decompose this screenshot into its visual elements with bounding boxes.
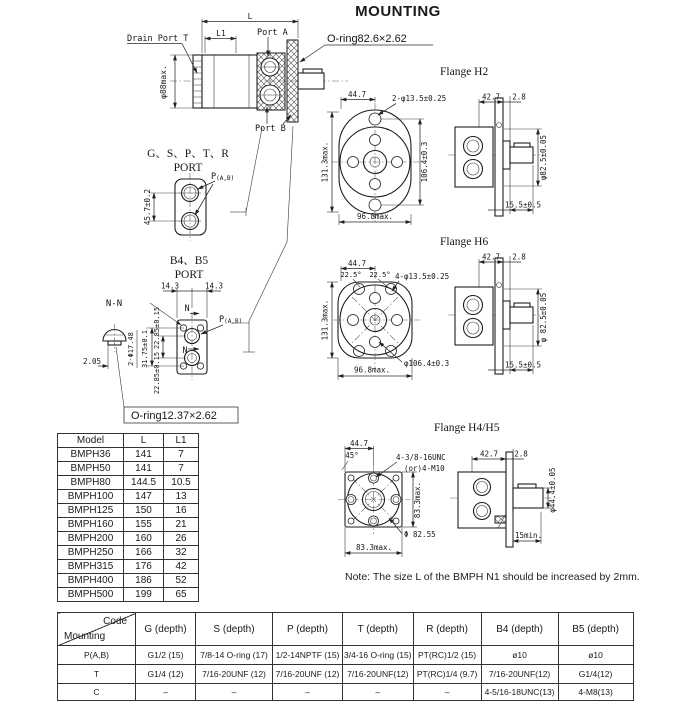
h4h5-dim-side-a: 42.7	[479, 449, 499, 459]
cell: PT(RC)1/4 (9.7)	[413, 665, 481, 684]
model-cell: BMPH315	[58, 560, 124, 574]
drain-port-label: Drain Port T	[127, 34, 189, 44]
table-row	[58, 476, 199, 490]
table-row	[58, 588, 199, 602]
b4b5-dim-port-dia: 2-Φ17.48	[127, 332, 135, 366]
l-cell: 150	[124, 504, 164, 518]
corner-code-label: Code	[103, 616, 127, 627]
gsptr-title-line1: G、S、P、T、R	[147, 148, 229, 160]
model-cell: BMPH125	[58, 504, 124, 518]
b4b5-dim-span-top: 22.85±0.15	[153, 306, 161, 350]
b4b5-p-main: P	[219, 315, 225, 325]
col-header-r: R (depth)	[413, 613, 481, 646]
l-cell: 160	[124, 532, 164, 546]
l1-cell: 52	[164, 574, 199, 588]
flange-h6-side-view	[448, 253, 548, 375]
gsptr-p-main: P	[211, 172, 217, 182]
gsptr-port-view	[143, 148, 234, 241]
gsptr-dim-height: 45.7±0.2	[143, 188, 152, 226]
dim-l-label: L	[247, 12, 253, 21]
h4h5-dim-bolt: Φ 82.55	[404, 530, 436, 539]
h4h5-dim-depth: 15min.	[515, 531, 543, 540]
l1-cell: 65	[164, 588, 199, 602]
cell: –	[413, 684, 481, 701]
row-label: P(A,B)	[58, 646, 136, 665]
model-cell: BMPH100	[58, 490, 124, 504]
h2-dim-side-b: 2.8	[512, 92, 526, 102]
l1-cell: 21	[164, 518, 199, 532]
h2-dim-depth: 15.5±0.5	[504, 200, 542, 210]
cell: 7/16-20UNF(12)	[481, 665, 558, 684]
table-row	[58, 518, 199, 532]
row-label: T	[58, 665, 136, 684]
dim-l1-label: L1	[216, 29, 226, 38]
h2-holes-label: 2-φ13.5±0.25	[392, 94, 447, 103]
b4b5-title-line1: B4、B5	[169, 255, 209, 267]
h4h5-dim-side-b: 2.8	[514, 449, 528, 459]
gsptr-p-sub: (A,B)	[216, 175, 235, 182]
cell: G1/4(12)	[558, 665, 633, 684]
cell: 7/16-20UNF (12)	[196, 665, 273, 684]
b4b5-p-sub: (A,B)	[224, 318, 243, 325]
flange-h4h5-view	[338, 422, 557, 557]
h6-dim-width: 96.8max.	[353, 365, 391, 375]
l1-cell: 42	[164, 560, 199, 574]
h6-dim-height: 131.3max.	[320, 299, 330, 341]
b4b5-n-bottom: N	[182, 346, 188, 356]
model-cell: BMPH500	[58, 588, 124, 602]
cell: 3/4-16 O-ring (15)	[343, 646, 414, 665]
corner-header-cell	[58, 613, 136, 646]
flange-h2-view	[321, 66, 549, 225]
flange-h2-title: Flange H2	[440, 66, 489, 78]
l1-cell: 26	[164, 532, 199, 546]
table-row	[58, 462, 199, 476]
model-col-header: Model	[58, 434, 124, 448]
h2-dim-height: 131.3max.	[320, 141, 330, 183]
page-title: MOUNTING	[355, 3, 441, 20]
model-table	[57, 433, 199, 602]
l-cell: 144.5	[124, 476, 164, 490]
flange-h6-title: Flange H6	[440, 236, 489, 248]
l-cell: 186	[124, 574, 164, 588]
h2-dim-side-a: 42.7	[481, 92, 501, 102]
motor-flange	[287, 40, 298, 122]
flange-h4h5-side-view	[450, 449, 557, 547]
table-row	[58, 665, 634, 684]
port-a-label: Port A	[257, 28, 288, 38]
h6-angle-left: 22.5°	[340, 271, 362, 279]
l-cell: 176	[124, 560, 164, 574]
h2-dim-top: 44.7	[347, 90, 367, 99]
cell: –	[196, 684, 273, 701]
cell: 7/8-14 O-ring (17)	[196, 646, 273, 665]
col-header-p: P (depth)	[273, 613, 343, 646]
motor-port-a-hole	[261, 58, 279, 76]
b4b5-dim-bolt-span: 31.75±0.1	[141, 330, 149, 368]
note-text: Note: The size L of the BMPH N1 should be increased by 2mm.	[345, 571, 640, 583]
l1-cell: 13	[164, 490, 199, 504]
table-row	[58, 574, 199, 588]
h6-dim-side-b: 2.8	[512, 252, 526, 262]
b4b5-title-line2: PORT	[174, 269, 204, 281]
l-cell: 147	[124, 490, 164, 504]
h6-dim-top: 44.7	[347, 259, 367, 268]
dim-body-dia-label: φ88max.	[159, 65, 168, 99]
cell: 7/16-20UNF (12)	[273, 665, 343, 684]
cell: 4-5/16-18UNC(13)	[481, 684, 558, 701]
cell: ø10	[481, 646, 558, 665]
table-row	[58, 546, 199, 560]
h6-dim-depth: 15.5±0.5	[504, 360, 542, 370]
b4b5-dim-offset: 2.05	[82, 357, 102, 366]
h4h5-angle: 45°	[345, 451, 359, 460]
h6-holes-label: 4-φ13.5±0.25	[395, 272, 450, 281]
b4b5-dim-143-left: 14.3	[160, 281, 180, 291]
cell: –	[343, 684, 414, 701]
model-cell: BMPH160	[58, 518, 124, 532]
oring-12-label: O-ring12.37×2.62	[131, 410, 217, 422]
b4b5-port-view	[83, 255, 249, 423]
h4h5-dim-width: 83.3max.	[355, 543, 393, 552]
b4b5-n-top: N	[184, 304, 190, 314]
h6-angle-right: 22.5°	[369, 271, 391, 279]
table-row	[58, 532, 199, 546]
model-cell: BMPH50	[58, 462, 124, 476]
corner-mounting-label: Mounting	[64, 631, 106, 642]
h2-dim-width: 96.8max.	[356, 212, 394, 221]
h4h5-dim-height: 83.3max.	[413, 481, 422, 519]
port-b-label: Port B	[255, 124, 286, 134]
l1-cell: 16	[164, 504, 199, 518]
h4h5-holes-line2: (or)4-M10	[404, 464, 445, 473]
oring-82-label: O-ring82.6×2.62	[327, 33, 407, 45]
b4b5-dim-span-bottom: 22.85±0.15	[153, 351, 161, 395]
table-row	[58, 448, 199, 462]
h4h5-dim-top: 44.7	[349, 439, 369, 448]
l-cell: 199	[124, 588, 164, 602]
mounting-table-header	[58, 613, 634, 646]
table-row	[58, 560, 199, 574]
cell: PT(RC)1/2 (15)	[413, 646, 481, 665]
h6-dim-pilot: φ 82.5±0.05	[539, 292, 548, 343]
l-col-header: L	[124, 434, 164, 448]
col-header-b5: B5 (depth)	[558, 613, 633, 646]
motor-port-b-hole	[260, 85, 280, 105]
model-cell: BMPH400	[58, 574, 124, 588]
col-header-s: S (depth)	[196, 613, 273, 646]
cell: 7/16-20UNF(12)	[343, 665, 414, 684]
flange-h6-view	[321, 236, 549, 380]
model-table-header	[58, 434, 199, 448]
model-cell: BMPH36	[58, 448, 124, 462]
h2-dim-pilot: φ82.5±0.05	[539, 134, 548, 181]
gsptr-p-label	[211, 172, 234, 182]
col-header-t: T (depth)	[343, 613, 414, 646]
l-cell: 166	[124, 546, 164, 560]
table-row	[58, 504, 199, 518]
row-label: C	[58, 684, 136, 701]
b4b5-section-shape	[103, 324, 126, 352]
l-cell: 141	[124, 462, 164, 476]
col-header-g: G (depth)	[136, 613, 196, 646]
l-cell: 141	[124, 448, 164, 462]
cell: –	[136, 684, 196, 701]
l1-cell: 32	[164, 546, 199, 560]
motor-shaft-key	[303, 69, 322, 73]
mounting-table	[57, 612, 634, 701]
gsptr-title-line2: PORT	[173, 162, 203, 174]
cell: G1/2 (15)	[136, 646, 196, 665]
b4b5-dim-143-right: 14.3	[204, 281, 224, 291]
model-cell: BMPH250	[58, 546, 124, 560]
h2-dim-bolt: 106.4±0.3	[420, 141, 429, 183]
l1-cell: 10.5	[164, 476, 199, 490]
table-row	[58, 646, 634, 665]
table-row	[58, 684, 634, 701]
motor-bellows	[193, 55, 202, 108]
b4b5-p-label	[219, 315, 242, 325]
h4h5-holes-line1: 4-3/8-16UNC	[396, 453, 446, 462]
l1-cell: 7	[164, 448, 199, 462]
h6-dim-bolt: φ106.4±0.3	[404, 359, 450, 368]
b4b5-section-label: N-N	[105, 299, 123, 309]
l-cell: 155	[124, 518, 164, 532]
flange-h4h5-title: Flange H4/H5	[434, 422, 500, 434]
l1-cell: 7	[164, 462, 199, 476]
col-header-b4: B4 (depth)	[481, 613, 558, 646]
cell: 1/2-14NPTF (15)	[273, 646, 343, 665]
cell: G1/4 (12)	[136, 665, 196, 684]
cell: –	[273, 684, 343, 701]
cell: ø10	[558, 646, 633, 665]
cell: 4-M8(13)	[558, 684, 633, 701]
h6-dim-side-a: 42.7	[481, 252, 501, 262]
l1-col-header: L1	[164, 434, 199, 448]
flange-h2-side-view	[448, 93, 548, 217]
model-cell: BMPH200	[58, 532, 124, 546]
h4h5-dim-pilot: φ44.4±0.05	[548, 467, 557, 513]
table-row	[58, 490, 199, 504]
motor-shaft	[298, 73, 324, 89]
model-cell: BMPH80	[58, 476, 124, 490]
